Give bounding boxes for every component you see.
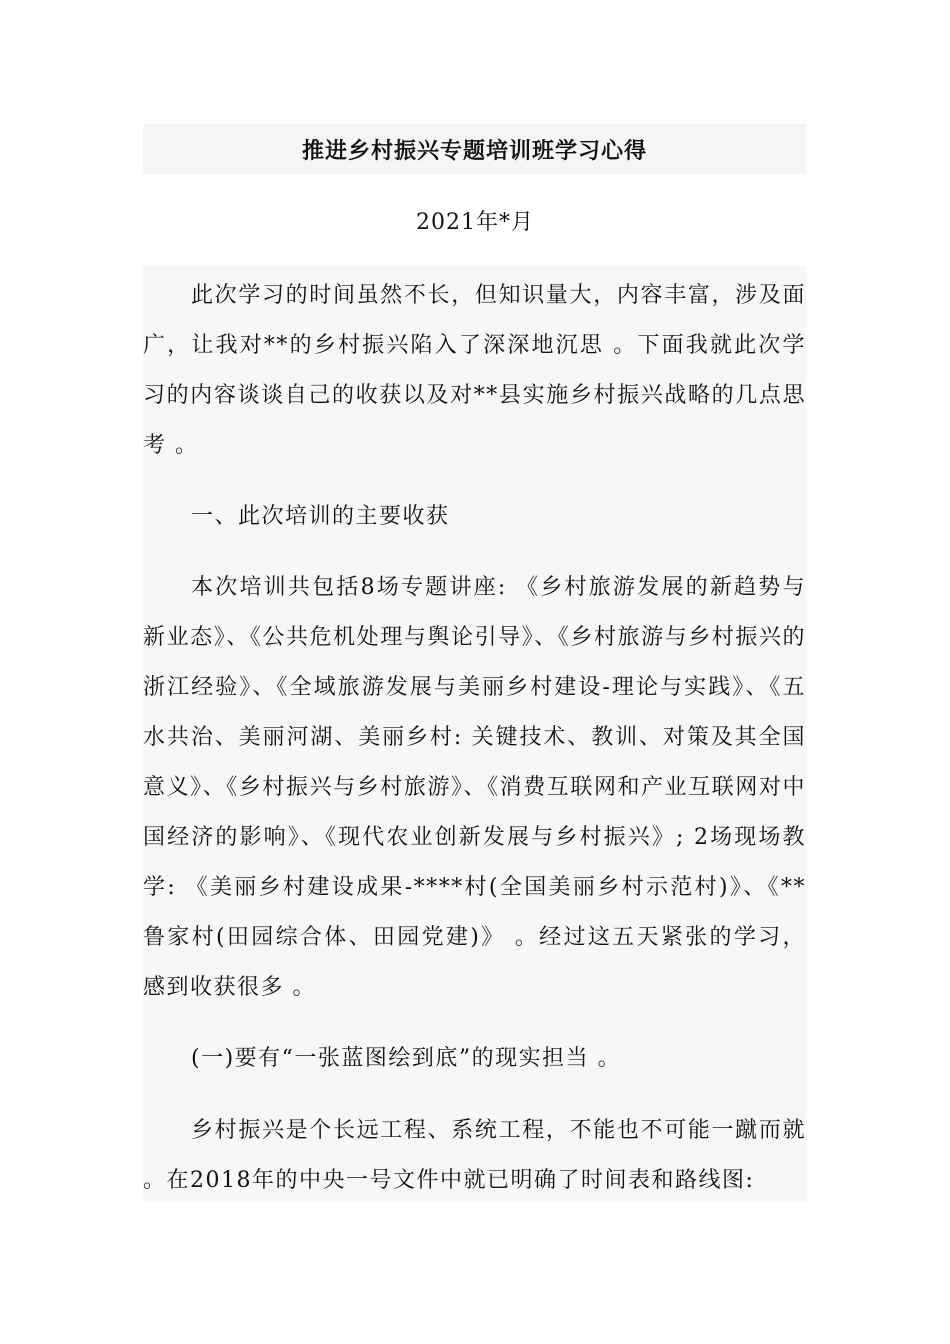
title-bar bbox=[143, 124, 806, 174]
document-title: 推进乡村振兴专题培训班学习心得 bbox=[301, 138, 647, 164]
section-heading-1: 一、此次培训的主要收获 bbox=[191, 504, 450, 529]
section-1-paragraph: 本次培训共包括8场专题讲座: 《乡村旅游发展的新趋势与新业态》、《公共危机处理与舆论引导》、《乡村旅游与乡村振兴的浙江经验》、《全域旅游发展与美丽乡村建设-理论与实践》、《五水共治、美丽河湖、美丽乡村: 关键技术、教训、对策及其全国意义》、《乡村振兴与乡村旅游》、《消费互联网和产业互联网对中国经济的影响》、《现代农业创新发展与乡村振兴》; 2场现场教学: 《美丽乡村建设成果-****村(全国美丽乡村示范村)》、《**鲁家村(田园综合体、田园党建)》 。经过这五天紧张的学习，感到收获很多 。 bbox=[143, 575, 806, 1000]
subsection-heading-1: (一)要有“一张蓝图绘到底”的现实担当 。 bbox=[191, 1046, 622, 1071]
subsection-1-paragraph: 乡村振兴是个长远工程、系统工程，不能也不可能一蹴而就 。在2018年的中央一号文件中就已明确了时间表和路线图: bbox=[143, 1118, 806, 1193]
intro-paragraph: 此次学习的时间虽然不长，但知识量大，内容丰富，涉及面广，让我对**的乡村振兴陷入了深深地沉思 。下面我就此次学习的内容谈谈自己的收获以及对**县实施乡村振兴战略的几点思考 。 bbox=[143, 283, 806, 458]
document-date: 2021年*月 bbox=[416, 210, 534, 235]
